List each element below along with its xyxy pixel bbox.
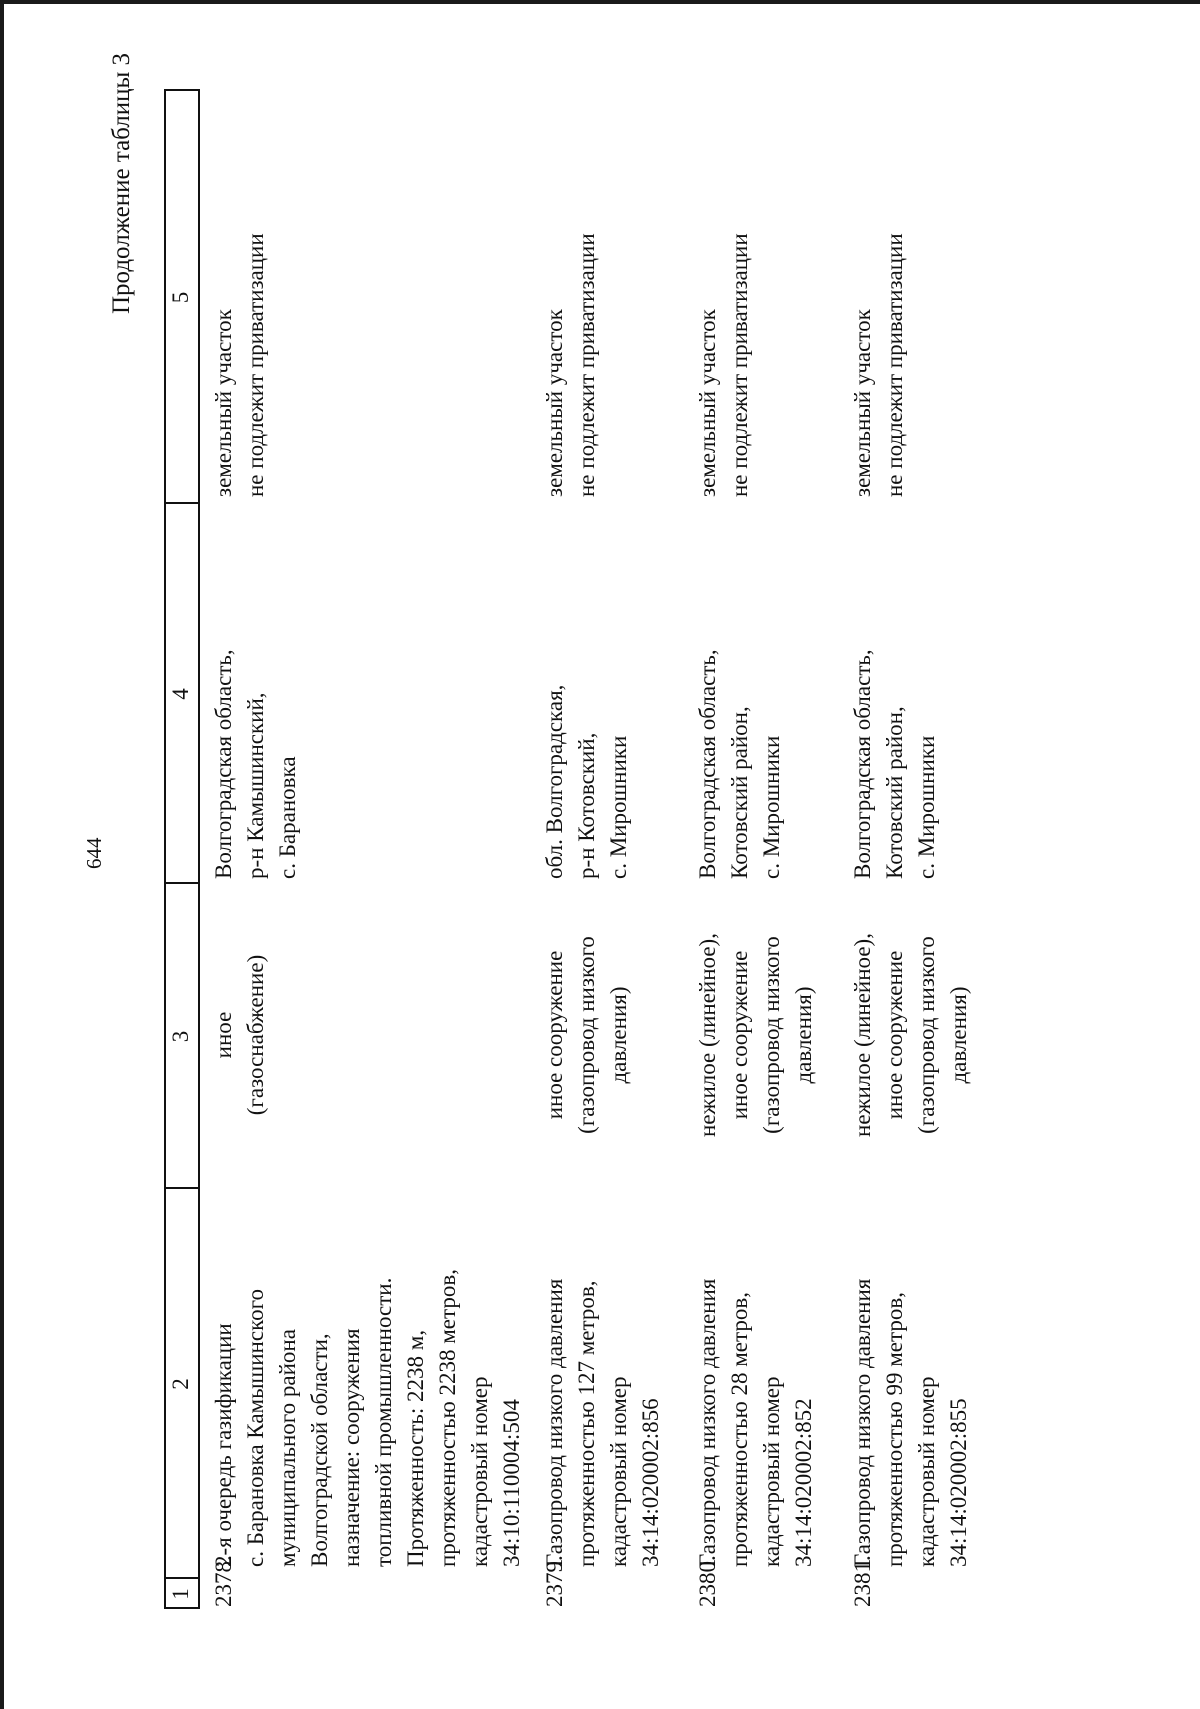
row-description xyxy=(847,1189,975,1567)
header-col-3: 3 xyxy=(168,1030,193,1043)
row-type-line: иное сооружение xyxy=(542,950,567,1120)
row-number-line: 2379. xyxy=(542,1555,567,1607)
row-description-line: 34:14:020002:852 xyxy=(791,1398,816,1567)
row-description-line: с. Барановка Камышинского xyxy=(243,1289,268,1567)
property-table xyxy=(164,89,1024,1609)
row-address-line: с. Мирошники xyxy=(606,735,631,879)
row-address xyxy=(847,507,943,879)
header-col-5: 5 xyxy=(168,291,193,304)
row-description-line: протяженностью 28 метров, xyxy=(727,1292,752,1567)
row-address-line: обл. Волгоградская, xyxy=(542,684,567,879)
row-address xyxy=(208,507,304,879)
row-note-line: не подлежит приватизации xyxy=(574,233,599,497)
row-type-line: (газоснабжение) xyxy=(243,954,268,1116)
row-description-line: Протяженность: 2238 м, xyxy=(403,1329,428,1567)
row-description xyxy=(539,1189,667,1567)
row-number-line: 2378. xyxy=(211,1555,236,1607)
row-address xyxy=(539,507,635,879)
row-description-line: протяженностью 127 метров, xyxy=(574,1280,599,1567)
row-note xyxy=(692,97,756,497)
header-bottom-border xyxy=(198,89,200,1609)
header-col-1: 1 xyxy=(168,1588,193,1600)
row-type-line: нежилое (линейное), xyxy=(695,933,720,1137)
row-note xyxy=(539,97,603,497)
row-address-line: Волгоградская область, xyxy=(695,649,720,879)
row-note-line: земельный участок xyxy=(850,309,875,497)
row-address-line: с. Мирошники xyxy=(914,735,939,879)
row-address-line: с. Барановка xyxy=(275,756,300,879)
row-address-line: Котовский район, xyxy=(882,706,907,879)
row-description-line: кадастровый номер xyxy=(467,1376,492,1567)
row-type-line: нежилое (линейное), xyxy=(850,933,875,1137)
row-address-line: р-н Котовский, xyxy=(574,732,599,879)
row-type-line: давления) xyxy=(946,986,971,1084)
row-type-line: иное сооружение xyxy=(727,950,752,1120)
row-address-line: Волгоградская область, xyxy=(211,649,236,879)
row-description-line: 34:14:020002:856 xyxy=(638,1398,663,1567)
row-type xyxy=(692,887,820,1183)
row-type xyxy=(208,887,272,1183)
row-description-line: 34:10:110004:504 xyxy=(499,1399,524,1567)
row-description-line: Газопровод низкого давления xyxy=(850,1278,875,1567)
row-description-line: 34:14:020002:855 xyxy=(946,1398,971,1567)
row-description-line: 2-я очередь газификации xyxy=(211,1323,236,1567)
row-description-line: муниципального района xyxy=(275,1329,300,1567)
page-number: 644 xyxy=(82,837,106,869)
row-type-line: иное сооружение xyxy=(882,950,907,1120)
row-description-line: Газопровод низкого давления xyxy=(695,1278,720,1567)
row-address-line: р-н Камышинский, xyxy=(243,692,268,879)
row-description-line: протяженностью 99 метров, xyxy=(882,1292,907,1567)
row-number-line: 2380. xyxy=(695,1555,720,1607)
row-address-line: Котовский район, xyxy=(727,706,752,879)
row-note xyxy=(208,97,272,497)
header-col-4: 4 xyxy=(168,688,193,700)
row-type-line: давления) xyxy=(791,986,816,1084)
row-type-line: (газопровод низкого xyxy=(759,936,784,1134)
row-description-line: протяженностью 2238 метров, xyxy=(435,1269,460,1567)
row-type-line: (газопровод низкого xyxy=(574,936,599,1134)
row-type-line: иное xyxy=(211,1011,236,1059)
row-number-line: 2381. xyxy=(850,1555,875,1607)
row-note-line: не подлежит приватизации xyxy=(243,233,268,497)
row-note-line: земельный участок xyxy=(211,309,236,497)
header-col-2: 2 xyxy=(168,1378,193,1390)
row-type xyxy=(847,887,975,1183)
row-description-line: кадастровый номер xyxy=(914,1376,939,1567)
row-type-line: (газопровод низкого xyxy=(914,936,939,1134)
row-address-line: Волгоградская область, xyxy=(850,649,875,879)
row-description-line: назначение: сооружения xyxy=(339,1328,364,1567)
table-caption: Продолжение таблицы 3 xyxy=(108,52,135,314)
row-note-line: земельный участок xyxy=(695,309,720,497)
row-type xyxy=(539,887,635,1183)
row-note xyxy=(847,97,911,497)
row-description-line: Газопровод низкого давления xyxy=(542,1278,567,1567)
row-description-line: Волгоградской области, xyxy=(307,1333,332,1567)
row-description-line: топливной промышленности. xyxy=(371,1277,396,1567)
row-description-line: кадастровый номер xyxy=(606,1376,631,1567)
row-note-line: не подлежит приватизации xyxy=(727,233,752,497)
row-description xyxy=(692,1189,820,1567)
row-address-line: с. Мирошники xyxy=(759,735,784,879)
row-address xyxy=(692,507,788,879)
row-description xyxy=(208,1189,528,1567)
row-note-line: не подлежит приватизации xyxy=(882,233,907,497)
row-description-line: кадастровый номер xyxy=(759,1376,784,1567)
row-note-line: земельный участок xyxy=(542,309,567,497)
row-type-line: давления) xyxy=(606,986,631,1084)
